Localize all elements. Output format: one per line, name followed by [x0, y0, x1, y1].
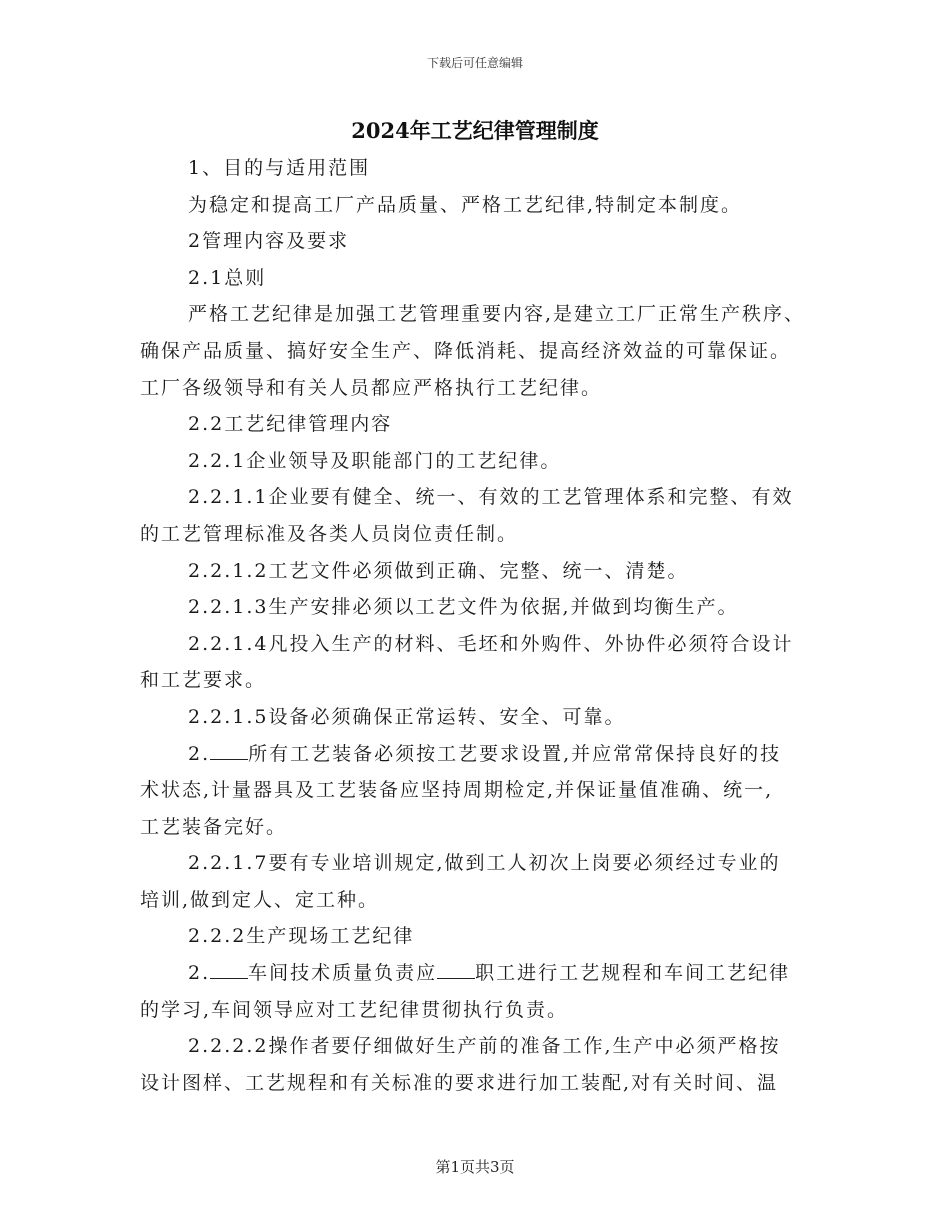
header-note: 下载后可任意编辑: [426, 56, 523, 70]
paragraph-line: 2管理内容及要求: [188, 230, 350, 253]
document-body: [140, 150, 820, 1101]
paragraph-line: 的工艺管理标准及各类人员岗位责任制。: [140, 522, 519, 545]
paragraph-line: 2.2.1企业领导及职能部门的工艺纪律。: [188, 449, 562, 472]
blank-underline: [210, 958, 248, 979]
clause-number: 2.: [188, 962, 211, 985]
document-title: 2024年工艺纪律管理制度: [351, 118, 599, 143]
paragraph-line: 工厂各级领导和有关人员都应严格执行工艺纪律。: [140, 376, 603, 399]
paragraph-line: 2.2.1.3生产安排必须以工艺文件为依据,并做到均衡生产。: [188, 596, 739, 619]
paragraph-line: 1、目的与适用范围: [188, 157, 371, 179]
paragraph-line: 2.2.2.2操作者要仔细做好生产前的准备工作,生产中必须严格按: [188, 1035, 781, 1058]
paragraph-line: 术状态,计量器具及工艺装备应坚持周期检定,并保证量值准确、统一,: [140, 779, 774, 802]
paragraph-line: 的学习,车间领导应对工艺纪律贯彻执行负责。: [140, 998, 569, 1021]
paragraph-line: 和工艺要求。: [140, 669, 267, 692]
paragraph-line: 确保产品质量、搞好安全生产、降低消耗、提高经济效益的可靠保证。: [140, 339, 792, 362]
paragraph-line: 严格工艺纪律是加强工艺管理重要内容,是建立工厂正常生产秩序、: [188, 303, 806, 326]
blank-underline: [437, 958, 475, 979]
paragraph-line: 培训,做到定人、定工种。: [140, 888, 380, 911]
paragraph-line: 为稳定和提高工厂产品质量、严格工艺纪律,特制定本制度。: [188, 193, 743, 216]
blank-underline: [210, 739, 248, 760]
page-number-footer: 第1页共3页: [435, 1158, 515, 1176]
clause-text: 车间技术质量负责应: [248, 962, 438, 985]
paragraph-line: 2.2工艺纪律管理内容: [188, 413, 393, 436]
paragraph-line: 2.2.1.2工艺文件必须做到正确、完整、统一、清楚。: [188, 559, 689, 582]
paragraph-line: 2.2.1.4凡投入生产的材料、毛坯和外购件、外协件必须符合设计: [188, 632, 794, 655]
paragraph-line: 2.2.1.7要有专业培训规定,做到工人初次上岗要必须经过专业的: [188, 852, 781, 875]
paragraph-line: 工艺装备完好。: [140, 815, 288, 838]
paragraph-line: [140, 736, 820, 773]
paragraph-line: 2.1总则: [188, 266, 267, 289]
paragraph-line: 2.2.2生产现场工艺纪律: [188, 925, 415, 948]
paragraph-line: 2.2.1.1企业要有健全、统一、有效的工艺管理体系和完整、有效: [188, 486, 794, 509]
paragraph-line: 设计图样、工艺规程和有关标准的要求进行加工装配,对有关时间、温: [140, 1071, 779, 1094]
paragraph-line: 2.2.1.5设备必须确保正常运转、安全、可靠。: [188, 705, 626, 728]
clause-number: 2.: [188, 742, 211, 765]
paragraph-line: [140, 955, 820, 992]
clause-text: 所有工艺装备必须按工艺要求设置,并应常常保持良好的技: [248, 742, 782, 765]
clause-text: 职工进行工艺规程和车间工艺纪律: [475, 962, 791, 985]
